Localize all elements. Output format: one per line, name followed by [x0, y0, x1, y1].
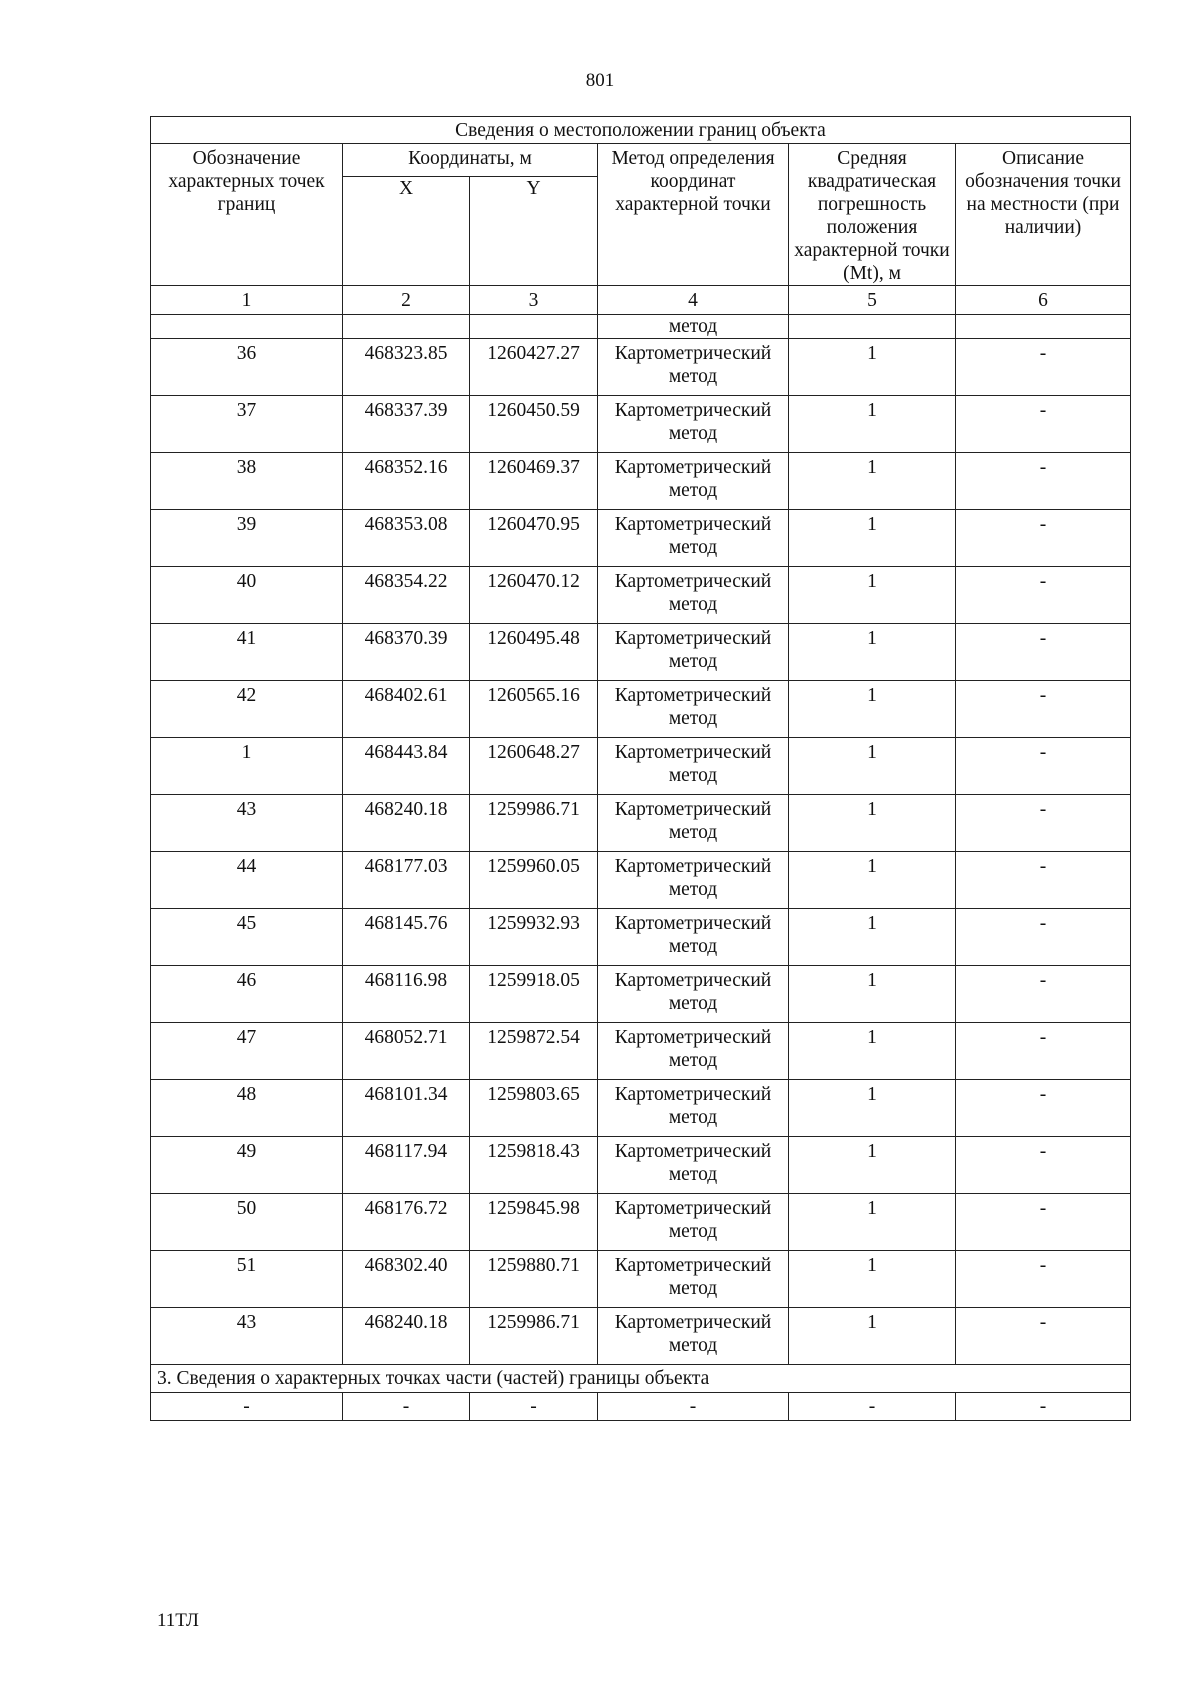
point-cell: 39 — [151, 510, 343, 567]
method-cell: Картометрический метод — [598, 624, 789, 681]
x-coordinate-cell: 468116.98 — [343, 966, 470, 1023]
x-coordinate-cell: 468052.71 — [343, 1023, 470, 1080]
dash-cell: - — [470, 1393, 598, 1421]
method-cell: Картометрический метод — [598, 852, 789, 909]
y-coordinate-cell: 1260470.95 — [470, 510, 598, 567]
boundary-points-table — [150, 116, 1131, 1421]
description-cell: - — [956, 1308, 1131, 1365]
footer-code: 11ТЛ — [157, 1610, 199, 1631]
method-cell: Картометрический метод — [598, 681, 789, 738]
description-cell: - — [956, 1080, 1131, 1137]
header-error: Средняя квадратическая погрешность положения характерной точки (Mt), м — [789, 144, 956, 286]
y-coordinate-cell: 1259918.05 — [470, 966, 598, 1023]
dash-cell: - — [789, 1393, 956, 1421]
x-coordinate-cell: 468302.40 — [343, 1251, 470, 1308]
y-coordinate-cell: 1259986.71 — [470, 1308, 598, 1365]
point-cell: 51 — [151, 1251, 343, 1308]
point-cell: 48 — [151, 1080, 343, 1137]
method-cell: Картометрический метод — [598, 1308, 789, 1365]
description-cell: - — [956, 453, 1131, 510]
error-cell: 1 — [789, 567, 956, 624]
description-cell: - — [956, 1194, 1131, 1251]
method-cell: Картометрический метод — [598, 1194, 789, 1251]
x-coordinate-cell: 468323.85 — [343, 339, 470, 396]
description-cell: - — [956, 681, 1131, 738]
y-coordinate-cell: 1260450.59 — [470, 396, 598, 453]
table-row — [151, 1251, 1131, 1308]
x-coordinate-cell: 468370.39 — [343, 624, 470, 681]
description-cell: - — [956, 339, 1131, 396]
table-row — [151, 909, 1131, 966]
point-cell: 49 — [151, 1137, 343, 1194]
y-coordinate-cell: 1259986.71 — [470, 795, 598, 852]
method-cell: Картометрический метод — [598, 510, 789, 567]
header-y: Y — [470, 177, 598, 286]
empty-cell — [470, 315, 598, 339]
y-coordinate-cell: 1259872.54 — [470, 1023, 598, 1080]
error-cell: 1 — [789, 795, 956, 852]
empty-cell — [151, 315, 343, 339]
table-body — [151, 117, 1131, 1421]
error-cell: 1 — [789, 1251, 956, 1308]
method-cell: Картометрический метод — [598, 453, 789, 510]
header-point-designation: Обозначение характерных точек границ — [151, 144, 343, 286]
point-cell: 43 — [151, 795, 343, 852]
point-cell: 40 — [151, 567, 343, 624]
table-title: Сведения о местоположении границ объекта — [151, 117, 1131, 144]
table-row — [151, 966, 1131, 1023]
point-cell: 42 — [151, 681, 343, 738]
x-coordinate-cell: 468145.76 — [343, 909, 470, 966]
method-cell: Картометрический метод — [598, 1251, 789, 1308]
description-cell: - — [956, 738, 1131, 795]
error-cell: 1 — [789, 966, 956, 1023]
error-cell: 1 — [789, 396, 956, 453]
description-cell: - — [956, 1137, 1131, 1194]
x-coordinate-cell: 468354.22 — [343, 567, 470, 624]
description-cell: - — [956, 909, 1131, 966]
table-row — [151, 339, 1131, 396]
error-cell: 1 — [789, 681, 956, 738]
header-description: Описание обозначения точки на местности (при наличии) — [956, 144, 1131, 286]
error-cell: 1 — [789, 1080, 956, 1137]
table-row — [151, 1194, 1131, 1251]
header-coordinates: Координаты, м — [343, 144, 598, 177]
x-coordinate-cell: 468240.18 — [343, 795, 470, 852]
table-row — [151, 1023, 1131, 1080]
column-number: 6 — [956, 286, 1131, 315]
error-cell: 1 — [789, 1194, 956, 1251]
y-coordinate-cell: 1260495.48 — [470, 624, 598, 681]
dash-cell: - — [598, 1393, 789, 1421]
method-cell: Картометрический метод — [598, 396, 789, 453]
header-row — [151, 144, 1131, 177]
error-cell: 1 — [789, 1137, 956, 1194]
point-cell: 47 — [151, 1023, 343, 1080]
y-coordinate-cell: 1260469.37 — [470, 453, 598, 510]
y-coordinate-cell: 1259845.98 — [470, 1194, 598, 1251]
error-cell: 1 — [789, 453, 956, 510]
x-coordinate-cell: 468337.39 — [343, 396, 470, 453]
continued-row — [151, 315, 1131, 339]
column-numbers-row — [151, 286, 1131, 315]
error-cell: 1 — [789, 339, 956, 396]
error-cell: 1 — [789, 1023, 956, 1080]
header-x: X — [343, 177, 470, 286]
table-row — [151, 738, 1131, 795]
error-cell: 1 — [789, 510, 956, 567]
description-cell: - — [956, 966, 1131, 1023]
dash-cell: - — [956, 1393, 1131, 1421]
error-cell: 1 — [789, 624, 956, 681]
description-cell: - — [956, 1251, 1131, 1308]
table-row — [151, 624, 1131, 681]
section-3-data-row — [151, 1393, 1131, 1421]
x-coordinate-cell: 468177.03 — [343, 852, 470, 909]
table-row — [151, 510, 1131, 567]
point-cell: 45 — [151, 909, 343, 966]
y-coordinate-cell: 1259960.05 — [470, 852, 598, 909]
description-cell: - — [956, 510, 1131, 567]
description-cell: - — [956, 624, 1131, 681]
x-coordinate-cell: 468117.94 — [343, 1137, 470, 1194]
y-coordinate-cell: 1260565.16 — [470, 681, 598, 738]
error-cell: 1 — [789, 738, 956, 795]
x-coordinate-cell: 468352.16 — [343, 453, 470, 510]
column-number: 5 — [789, 286, 956, 315]
error-cell: 1 — [789, 852, 956, 909]
x-coordinate-cell: 468240.18 — [343, 1308, 470, 1365]
x-coordinate-cell: 468443.84 — [343, 738, 470, 795]
point-cell: 38 — [151, 453, 343, 510]
section-3-title: 3. Сведения о характерных точках части (частей) границы объекта — [151, 1365, 1131, 1393]
table-row — [151, 795, 1131, 852]
x-coordinate-cell: 468101.34 — [343, 1080, 470, 1137]
y-coordinate-cell: 1259880.71 — [470, 1251, 598, 1308]
method-cell: Картометрический метод — [598, 909, 789, 966]
table-row — [151, 567, 1131, 624]
table-row — [151, 681, 1131, 738]
description-cell: - — [956, 567, 1131, 624]
method-cell: Картометрический метод — [598, 738, 789, 795]
description-cell: - — [956, 795, 1131, 852]
method-cell: Картометрический метод — [598, 567, 789, 624]
x-coordinate-cell: 468402.61 — [343, 681, 470, 738]
table-row — [151, 1308, 1131, 1365]
empty-cell — [789, 315, 956, 339]
description-cell: - — [956, 396, 1131, 453]
y-coordinate-cell: 1260648.27 — [470, 738, 598, 795]
table-row — [151, 396, 1131, 453]
empty-cell — [343, 315, 470, 339]
table-row — [151, 1080, 1131, 1137]
error-cell: 1 — [789, 909, 956, 966]
y-coordinate-cell: 1260470.12 — [470, 567, 598, 624]
point-cell: 43 — [151, 1308, 343, 1365]
y-coordinate-cell: 1260427.27 — [470, 339, 598, 396]
method-cell: Картометрический метод — [598, 1137, 789, 1194]
column-number: 2 — [343, 286, 470, 315]
table-row — [151, 1137, 1131, 1194]
point-cell: 1 — [151, 738, 343, 795]
section-3-row — [151, 1365, 1131, 1393]
point-cell: 50 — [151, 1194, 343, 1251]
point-cell: 37 — [151, 396, 343, 453]
method-cell: Картометрический метод — [598, 966, 789, 1023]
method-cell: Картометрический метод — [598, 1080, 789, 1137]
column-number: 4 — [598, 286, 789, 315]
dash-cell: - — [151, 1393, 343, 1421]
method-cell: Картометрический метод — [598, 1023, 789, 1080]
y-coordinate-cell: 1259932.93 — [470, 909, 598, 966]
x-coordinate-cell: 468353.08 — [343, 510, 470, 567]
description-cell: - — [956, 1023, 1131, 1080]
empty-cell — [956, 315, 1131, 339]
point-cell: 36 — [151, 339, 343, 396]
description-cell: - — [956, 852, 1131, 909]
x-coordinate-cell: 468176.72 — [343, 1194, 470, 1251]
point-cell: 44 — [151, 852, 343, 909]
column-number: 1 — [151, 286, 343, 315]
point-cell: 41 — [151, 624, 343, 681]
page-number: 801 — [585, 70, 615, 91]
table-row — [151, 852, 1131, 909]
point-cell: 46 — [151, 966, 343, 1023]
method-cell: Картометрический метод — [598, 339, 789, 396]
y-coordinate-cell: 1259803.65 — [470, 1080, 598, 1137]
dash-cell: - — [343, 1393, 470, 1421]
continued-method-cell: метод — [598, 315, 789, 339]
header-method: Метод определения координат характерной точки — [598, 144, 789, 286]
y-coordinate-cell: 1259818.43 — [470, 1137, 598, 1194]
table-row — [151, 453, 1131, 510]
method-cell: Картометрический метод — [598, 795, 789, 852]
table-title-row — [151, 117, 1131, 144]
error-cell: 1 — [789, 1308, 956, 1365]
column-number: 3 — [470, 286, 598, 315]
